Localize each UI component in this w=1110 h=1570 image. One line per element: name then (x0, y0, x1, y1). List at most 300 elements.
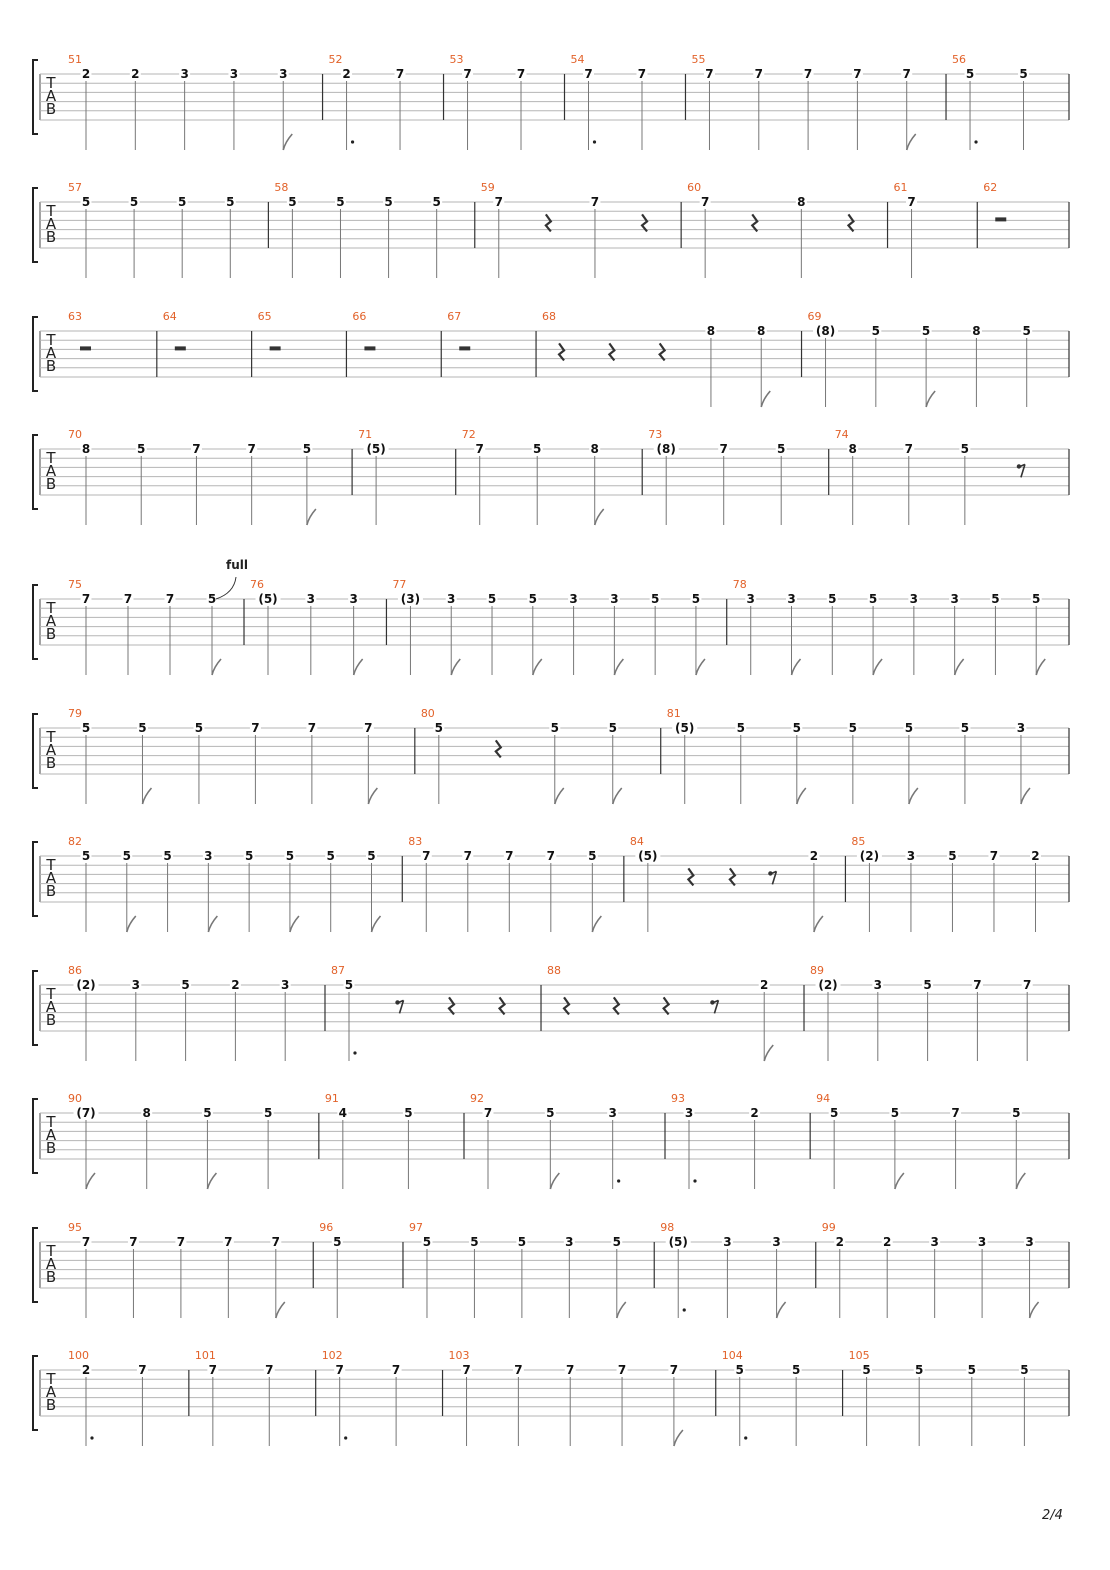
measure-number: 79 (68, 707, 82, 720)
fret-number: 5 (791, 1363, 801, 1377)
fret-number: 5 (138, 721, 147, 735)
quarter-rest (609, 343, 614, 360)
fret-number: (8) (815, 324, 836, 338)
tab-clef-letter: B (45, 882, 57, 900)
fret-number: 5 (915, 1363, 924, 1377)
fret-number: 3 (281, 978, 290, 992)
fret-number: 3 (950, 592, 959, 606)
fret-number: (2) (859, 849, 880, 863)
tab-clef-letter: B (45, 100, 57, 118)
tab-clef-letter: B (45, 1139, 57, 1157)
eighth-flag (873, 659, 882, 675)
tab-staff-svg (0, 178, 1110, 288)
eighth-flag (792, 659, 801, 675)
fret-number: 3 (279, 67, 288, 81)
fret-number: 7 (123, 592, 133, 606)
tab-clef-letter: T (46, 728, 56, 746)
fret-number: 5 (81, 195, 91, 209)
measure-number: 96 (319, 1221, 334, 1234)
dot (744, 1436, 747, 1439)
system-bracket (33, 188, 38, 262)
fret-number: 7 (271, 1235, 280, 1249)
tab-staff-svg (0, 558, 1110, 685)
tab-clef-letter: B (45, 475, 57, 493)
measure-number: 60 (687, 181, 702, 194)
quarter-rest (752, 214, 757, 231)
half-rest (459, 346, 470, 350)
fret-number: 5 (344, 978, 354, 992)
measure-number: 91 (324, 1092, 339, 1105)
system-bracket (33, 714, 38, 788)
system-bracket (33, 842, 38, 916)
fret-number: 3 (447, 592, 456, 606)
eighth-flag (307, 509, 316, 525)
fret-number: 2 (750, 1106, 759, 1120)
fret-number: 7 (803, 67, 813, 81)
tab-clef-letter: A (45, 1126, 57, 1144)
eighth-flag (617, 1302, 626, 1318)
eighth-flag (696, 659, 705, 675)
fret-number: 3 (684, 1106, 694, 1120)
measure-number: 82 (68, 835, 82, 848)
tab-clef-letter: T (46, 856, 56, 874)
dot (344, 1436, 347, 1439)
measure-number: 74 (834, 428, 849, 441)
measure-number: 51 (68, 53, 82, 66)
tab-clef-letter: T (46, 74, 56, 92)
fret-number: 7 (705, 67, 714, 81)
fret-number: 7 (973, 978, 982, 992)
eighth-rest (710, 1000, 718, 1013)
measure-number: 87 (330, 964, 345, 977)
measure-number: 65 (257, 310, 272, 323)
quarter-rest (546, 214, 551, 231)
fret-number: 5 (792, 721, 801, 735)
measure-number: 66 (352, 310, 367, 323)
quarter-rest (564, 997, 569, 1014)
measure-number: 98 (660, 1221, 675, 1234)
tab-clef-letter: T (46, 331, 56, 349)
fret-number: 3 (1016, 721, 1026, 735)
fret-number: 5 (470, 1235, 479, 1249)
fret-number: 7 (165, 592, 175, 606)
system-bracket (33, 971, 38, 1045)
measure-number: 56 (952, 53, 967, 66)
tab-staff-svg (0, 704, 1110, 814)
measure-number: 83 (408, 835, 423, 848)
eighth-flag (550, 1173, 559, 1189)
fret-number: 5 (967, 1363, 976, 1377)
eighth-flag (1021, 788, 1030, 804)
fret-number: 7 (463, 849, 472, 863)
fret-number: 5 (868, 592, 878, 606)
fret-number: 7 (516, 67, 526, 81)
tab-clef-letter: T (46, 1370, 56, 1388)
dot (353, 1051, 356, 1054)
eighth-flag (533, 659, 542, 675)
fret-number: 5 (178, 195, 187, 209)
fret-number: 5 (326, 849, 335, 863)
fret-number: 7 (247, 442, 256, 456)
fret-number: 7 (138, 1363, 147, 1377)
fret-number: 7 (637, 67, 647, 81)
eighth-flag (764, 1045, 773, 1061)
measure-number: 73 (648, 428, 663, 441)
tab-clef-letter: A (45, 612, 57, 630)
fret-number: 5 (829, 1106, 839, 1120)
eighth-flag (777, 1302, 786, 1318)
fret-number: 7 (566, 1363, 575, 1377)
tab-system (0, 832, 1110, 932)
fret-number: 5 (904, 721, 914, 735)
fret-number: 8 (757, 324, 766, 338)
tab-staff-svg (0, 1346, 1110, 1456)
tab-clef-letter: T (46, 449, 56, 467)
fret-number: (5) (258, 592, 278, 606)
fret-number: 3 (977, 1235, 987, 1249)
fret-number: 5 (81, 849, 91, 863)
eighth-flag (1016, 1173, 1025, 1189)
fret-number: 3 (772, 1235, 781, 1249)
fret-number: 7 (494, 195, 503, 209)
measure-number: 90 (68, 1092, 82, 1105)
fret-number: 7 (853, 67, 862, 81)
half-rest (364, 346, 375, 350)
measure-number: 52 (328, 53, 343, 66)
fret-number: 5 (288, 195, 297, 209)
fret-number: 5 (517, 1235, 527, 1249)
eighth-flag (797, 788, 806, 804)
fret-number: 2 (342, 67, 351, 81)
fret-number: 5 (960, 442, 970, 456)
fret-number: 5 (422, 1235, 432, 1249)
system-bracket (33, 435, 38, 509)
fret-number: 3 (873, 978, 882, 992)
fret-number: 2 (231, 978, 240, 992)
fret-number: 2 (760, 978, 769, 992)
fret-number: 7 (176, 1235, 186, 1249)
tab-clef-letter: A (45, 869, 57, 887)
eighth-flag (907, 134, 916, 150)
eighth-flag (814, 916, 823, 932)
tab-clef-letter: B (45, 228, 57, 246)
measure-number: 104 (721, 1349, 743, 1362)
fret-number: 3 (1025, 1235, 1034, 1249)
fret-number: 2 (81, 1363, 91, 1377)
fret-number: 5 (1012, 1106, 1021, 1120)
fret-number: 5 (777, 442, 786, 456)
eighth-flag (290, 916, 299, 932)
tab-clef-letter: A (45, 87, 57, 105)
fret-number: 5 (367, 849, 376, 863)
tab-staff-svg (0, 425, 1110, 535)
system-bracket (33, 317, 38, 391)
fret-number: (3) (400, 592, 421, 606)
fret-number: 5 (207, 592, 217, 606)
fret-number: 5 (1020, 1363, 1029, 1377)
tab-clef-letter: A (45, 344, 57, 362)
fret-number: 7 (251, 721, 260, 735)
fret-number: 5 (921, 324, 931, 338)
fret-number: 3 (608, 1106, 617, 1120)
fret-number: 5 (691, 592, 701, 606)
tab-clef-letter: T (46, 985, 56, 1003)
quarter-rest (688, 868, 693, 885)
fret-number: 3 (909, 592, 919, 606)
fret-number: 7 (483, 1106, 493, 1120)
fret-number: 7 (700, 195, 710, 209)
fret-number: 7 (422, 849, 431, 863)
fret-number: 3 (930, 1235, 939, 1249)
measure-number: 85 (851, 835, 866, 848)
measure-number: 76 (250, 578, 265, 591)
fret-number: 5 (608, 721, 617, 735)
fret-number: (5) (638, 849, 658, 863)
tab-clef-letter: A (45, 998, 57, 1016)
tab-clef-letter: B (45, 754, 57, 772)
eighth-rest (1017, 464, 1025, 477)
fret-number: 5 (991, 592, 1000, 606)
measure-number: 101 (194, 1349, 216, 1362)
fret-number: 5 (194, 721, 204, 735)
tab-staff-svg (0, 1218, 1110, 1328)
fret-number: 7 (584, 67, 593, 81)
fret-number: (5) (668, 1235, 688, 1249)
quarter-rest (730, 868, 735, 885)
tab-clef-letter: B (45, 357, 57, 375)
fret-number: 5 (404, 1106, 413, 1120)
fret-number: 5 (163, 849, 172, 863)
measure-number: 67 (447, 310, 462, 323)
fret-number: 2 (809, 849, 819, 863)
fret-number: 7 (754, 67, 763, 81)
measure-number: 92 (470, 1092, 484, 1105)
measure-number: 94 (816, 1092, 831, 1105)
fret-number: 5 (528, 592, 537, 606)
measure-number: 105 (848, 1349, 870, 1362)
tab-system (0, 558, 1110, 675)
fret-number: 5 (285, 849, 295, 863)
measure-number: 77 (392, 578, 407, 591)
fret-number: (7) (76, 1106, 96, 1120)
tab-system (0, 704, 1110, 804)
tab-system (0, 50, 1110, 150)
measure-number: 57 (68, 181, 82, 194)
fret-number: 8 (706, 324, 716, 338)
fret-number: 8 (972, 324, 981, 338)
eighth-rest (395, 1000, 403, 1013)
fret-number: 5 (650, 592, 660, 606)
measure-number: 80 (420, 707, 435, 720)
measure-number: 97 (408, 1221, 423, 1234)
eighth-flag (127, 916, 136, 932)
eighth-flag (926, 391, 935, 407)
fret-number: 3 (180, 67, 189, 81)
measure-number: 95 (68, 1221, 82, 1234)
measure-number: 69 (807, 310, 822, 323)
eighth-flag (955, 659, 964, 675)
fret-number: 7 (364, 721, 373, 735)
fret-number: 7 (224, 1235, 233, 1249)
fret-number: 5 (263, 1106, 273, 1120)
fret-number: 5 (965, 67, 975, 81)
eighth-flag (371, 916, 380, 932)
fret-number: 7 (989, 849, 999, 863)
fret-number: 3 (723, 1235, 732, 1249)
fret-number: 7 (192, 442, 201, 456)
tab-clef-letter: B (45, 625, 57, 643)
fret-number: 5 (1022, 324, 1031, 338)
fret-number: 7 (475, 442, 484, 456)
tab-staff-svg (0, 1089, 1110, 1199)
fret-number: 8 (590, 442, 599, 456)
quarter-rest (614, 997, 619, 1014)
fret-number: 7 (669, 1363, 679, 1377)
eighth-flag (212, 659, 221, 675)
fret-number: 3 (349, 592, 358, 606)
eighth-rest (768, 871, 776, 884)
system-bracket (33, 60, 38, 134)
eighth-flag (451, 659, 460, 675)
tab-system (0, 961, 1110, 1061)
bend-arrow (216, 577, 236, 599)
fret-number: 7 (617, 1363, 627, 1377)
tab-clef-letter: A (45, 1383, 57, 1401)
tab-clef-letter: T (46, 1113, 56, 1131)
fret-number: 5 (848, 721, 858, 735)
tab-system (0, 1218, 1110, 1318)
fret-number: 7 (719, 442, 728, 456)
measure-number: 64 (162, 310, 177, 323)
fret-number: 5 (1019, 67, 1028, 81)
quarter-rest (559, 343, 564, 360)
measure-number: 81 (666, 707, 681, 720)
fret-number: 7 (904, 442, 913, 456)
fret-number: 3 (229, 67, 239, 81)
measure-number: 54 (570, 53, 585, 66)
system-bracket (33, 1356, 38, 1430)
fret-number: 5 (612, 1235, 621, 1249)
fret-number: 5 (81, 721, 91, 735)
measure-number: 70 (68, 428, 82, 441)
fret-number: 2 (883, 1235, 892, 1249)
measure-number: 93 (671, 1092, 685, 1105)
fret-number: 5 (588, 849, 597, 863)
measure-number: 102 (321, 1349, 343, 1362)
fret-number: 7 (1023, 978, 1032, 992)
bend-label: full (226, 558, 249, 572)
tab-staff-svg (0, 50, 1110, 160)
eighth-flag (614, 659, 623, 675)
tab-clef-letter: T (46, 599, 56, 617)
quarter-rest (496, 740, 501, 757)
fret-number: (2) (76, 978, 96, 992)
fret-number: 7 (265, 1363, 274, 1377)
tab-system (0, 1346, 1110, 1446)
fret-number: 7 (462, 1363, 471, 1377)
quarter-rest (500, 997, 505, 1014)
eighth-flag (1030, 1302, 1039, 1318)
fret-number: 7 (514, 1363, 523, 1377)
quarter-rest (664, 997, 669, 1014)
fret-number: 5 (533, 442, 542, 456)
fret-number: 5 (736, 721, 745, 735)
measure-number: 72 (461, 428, 476, 441)
measure-number: 62 (983, 181, 998, 194)
fret-number: 5 (244, 849, 254, 863)
fret-number: 3 (565, 1235, 574, 1249)
eighth-flag (613, 788, 622, 804)
measure-number: 68 (542, 310, 557, 323)
fret-number: 8 (142, 1106, 151, 1120)
fret-number: 5 (735, 1363, 744, 1377)
measure-number: 71 (358, 428, 373, 441)
fret-number: 7 (907, 195, 916, 209)
fret-number: (5) (366, 442, 386, 456)
fret-number: 5 (1032, 592, 1041, 606)
half-rest (175, 346, 186, 350)
fret-number: 5 (336, 195, 345, 209)
fret-number: 3 (204, 849, 213, 863)
fret-number: 2 (1031, 849, 1040, 863)
eighth-flag (761, 391, 770, 407)
fret-number: 5 (487, 592, 497, 606)
measure-number: 75 (68, 578, 82, 591)
fret-number: 7 (129, 1235, 138, 1249)
system-bracket (33, 1099, 38, 1173)
quarter-rest (449, 997, 454, 1014)
eighth-flag (354, 659, 363, 675)
fret-number: 7 (335, 1363, 344, 1377)
tab-clef-letter: T (46, 1242, 56, 1260)
fret-number: 5 (122, 849, 131, 863)
fret-number: 7 (951, 1106, 960, 1120)
half-rest (270, 346, 281, 350)
fret-number: 5 (862, 1363, 871, 1377)
measure-number: 100 (68, 1349, 89, 1362)
measure-number: 78 (732, 578, 747, 591)
eighth-flag (674, 1430, 683, 1446)
fret-number: 3 (787, 592, 796, 606)
fret-number: 8 (81, 442, 91, 456)
fret-number: 5 (302, 442, 312, 456)
tab-system (0, 178, 1110, 278)
eighth-flag (283, 134, 292, 150)
dot (617, 1179, 620, 1182)
page-number: 2/4 (1042, 1508, 1063, 1523)
measure-number: 99 (821, 1221, 836, 1234)
dot (974, 140, 977, 143)
tab-system (0, 425, 1110, 525)
quarter-rest (660, 343, 665, 360)
fret-number: 2 (131, 67, 140, 81)
tab-clef-letter: B (45, 1268, 57, 1286)
fret-number: 5 (923, 978, 932, 992)
eighth-flag (208, 916, 217, 932)
fret-number: 7 (505, 849, 514, 863)
eighth-flag (909, 788, 918, 804)
quarter-rest (642, 214, 647, 231)
fret-number: 7 (307, 721, 317, 735)
fret-number: (5) (675, 721, 695, 735)
fret-number: 3 (610, 592, 619, 606)
measure-number: 103 (448, 1349, 470, 1362)
tab-clef-letter: A (45, 462, 57, 480)
fret-number: 7 (902, 67, 911, 81)
measure-number: 84 (629, 835, 644, 848)
fret-number: 7 (81, 1235, 91, 1249)
tab-staff-svg (0, 961, 1110, 1071)
